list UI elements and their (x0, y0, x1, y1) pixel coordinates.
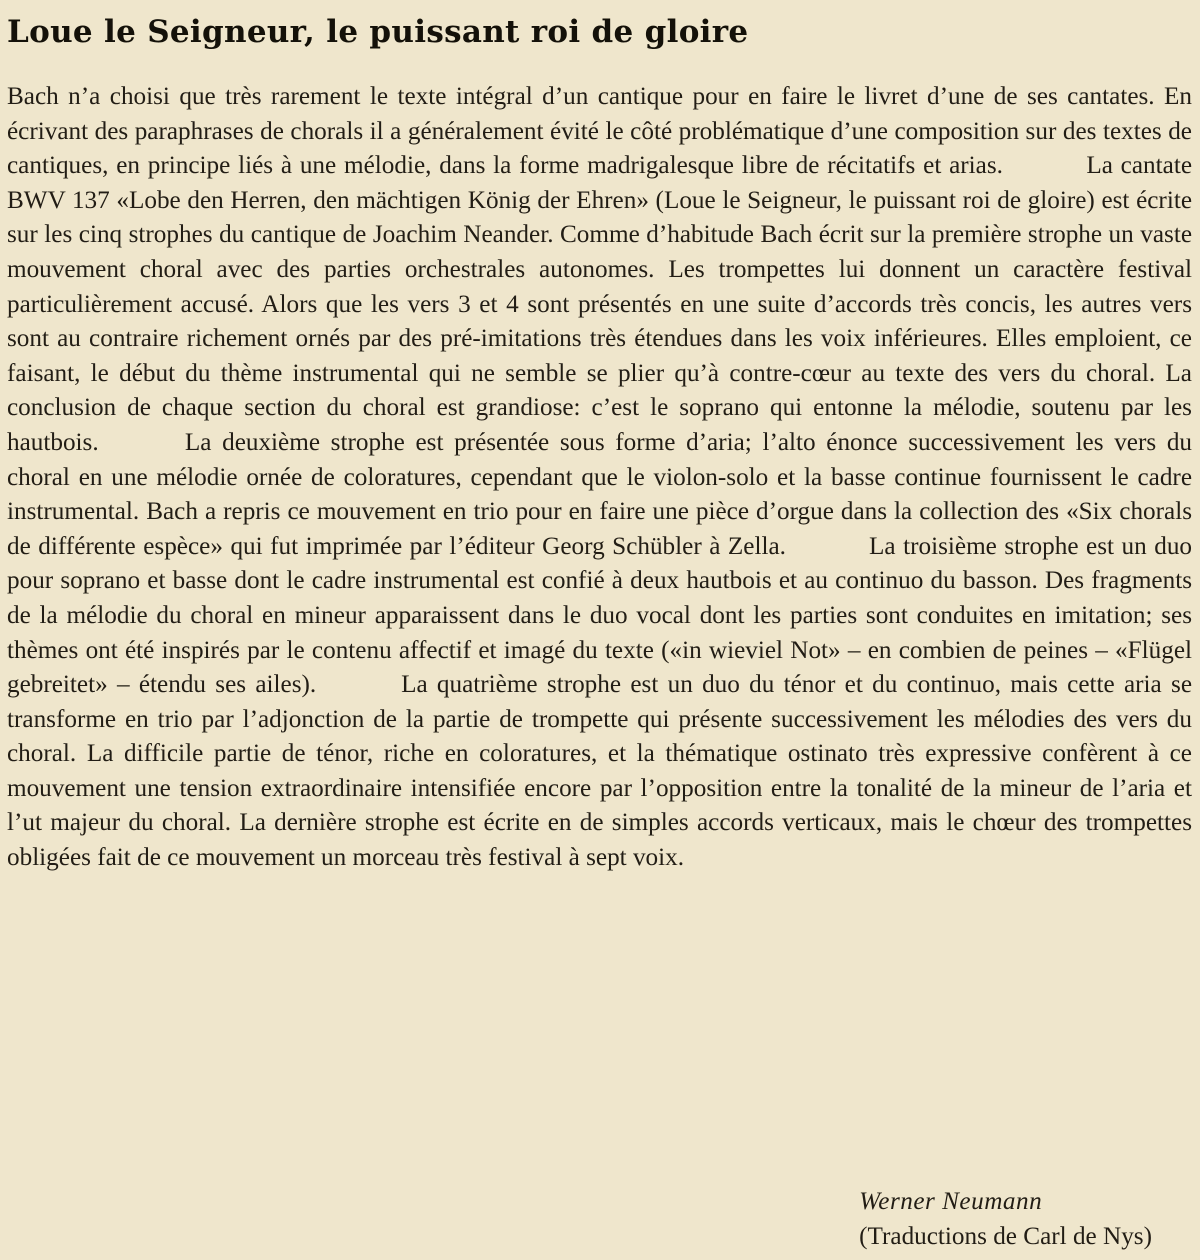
author-name: Werner Neumann (859, 1188, 1043, 1215)
signature-block (859, 1185, 1152, 1254)
paragraph-fourth-strophe: La quatrième strophe est un duo du ténor et du continuo, mais cette aria se transforme en trio par l’adjonction de la partie de trompette qui présente successivement les mélodies des vers du choral. La difficile partie de ténor, riche en coloratures, et la thématique ostinato très expressive confèrent à ce mouvement une tension extraordinaire intensifiée encore par l’opposition entre la tonalité de la mineur de l’aria et l’ut majeur du choral. La dernière strophe est écrite en de simples accords verticaux, mais le chœur des trompettes obligées fait de ce mouvement un morceau très festival à sept voix. (7, 671, 1192, 872)
paragraph-intro: Bach n’a choisi que très rarement le texte intégral d’un cantique pour en faire le livret d’une de ses cantates. En écrivant des paraphrases de chorals il a généralement évité le côté problématique d’une composition sur des textes de cantiques, en principe liés à une mélodie, dans la forme madrigalesque libre de récitatifs et arias. (7, 83, 1192, 180)
paragraph-third-strophe: La troisième strophe est un duo pour soprano et basse dont le cadre instrumental est confié à deux hautbois et au continuo du basson. Des fragments de la mélodie du choral en mineur apparaissent dans le duo vocal dont les parties sont conduites en imitation; ses thèmes ont été inspirés par le contenu affectif et imagé du texte («in wieviel Not» – en combien de peines – «Flügel gebreitet» – étendu ses ailes). (7, 532, 1193, 699)
translator-credit: (Traductions de Carl de Nys) (859, 1222, 1152, 1250)
paragraph-second-strophe: La deuxième strophe est présentée sous forme d’aria; l’alto énonce successivement les vers du choral en une mélodie ornée de coloratures, cependant que le violon-solo et la basse continue fournissent le cadre instrumental. Bach a repris ce mouvement en trio pour en faire une pièce d’orgue dans la collection des «Six chorals de différente espèce» qui fut imprimée par l’éditeur Georg Schübler à Zella. (7, 428, 1193, 560)
document-body (7, 80, 1192, 876)
paragraph-first-strophe: La cantate BWV 137 «Lobe den Herren, den mächtigen König der Ehren» (Loue le Seigneur, le puissant roi de gloire) est écrite sur les cinq strophes du cantique de Joachim Neander. Comme d’habitude Bach écrit sur la première strophe un vaste mouvement choral avec des parties orchestrales autonomes. Les trompettes lui donnent un caractère festival particulièrement accusé. Alors que les vers 3 et 4 sont présentés en une suite d’accords très concis, les autres vers sont au contraire richement ornés par des pré-imitations très étendues dans les voix inférieures. Elles emploient, ce faisant, le début du thème instrumental qui ne semble se plier qu’à contre-cœur au texte des vers du choral. La conclusion de chaque section du choral est grandiose: c’est le soprano qui entonne la mélodie, soutenu par les hautbois. (7, 152, 1192, 456)
document-title: Loue le Seigneur, le puissant roi de gloire (7, 14, 749, 50)
